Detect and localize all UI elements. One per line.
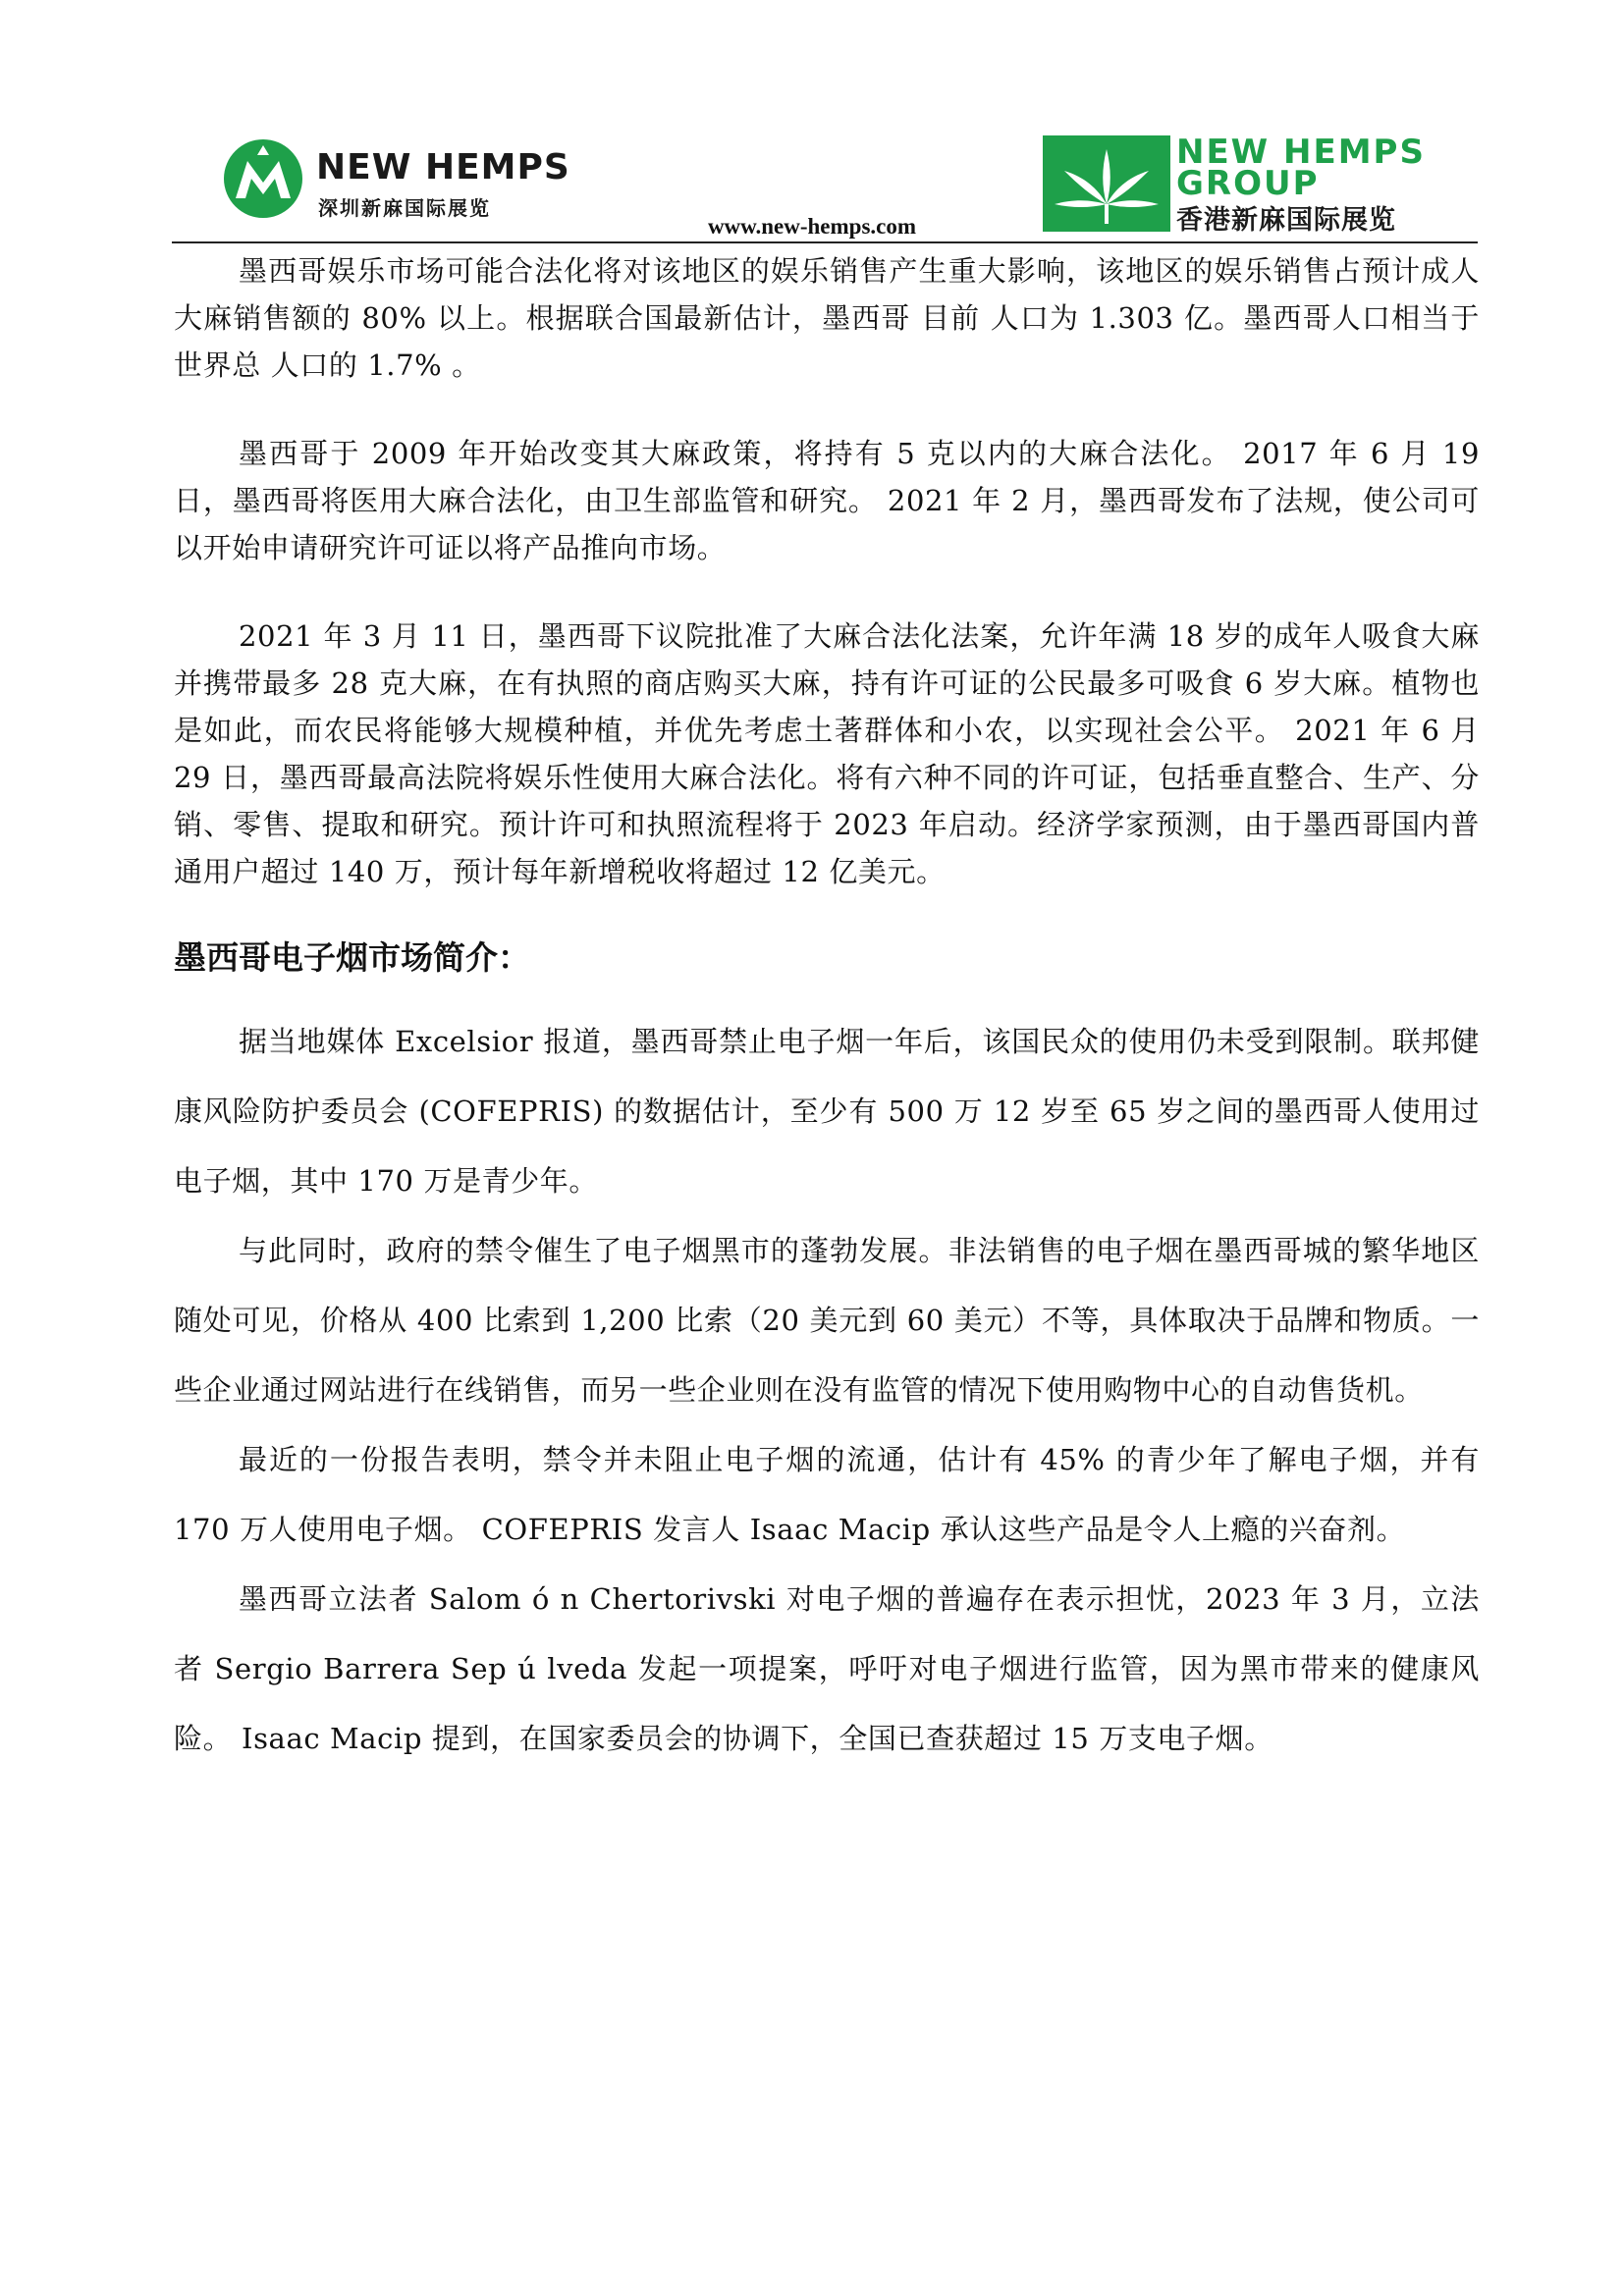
hemp-m-logo-icon bbox=[218, 137, 308, 220]
paragraph-policy-history: 墨西哥于 2009 年开始改变其大麻政策，将持有 5 克以内的大麻合法化。 2017 年 6 月 19 日，墨西哥将医用大麻合法化，由卫生部监管和研究。 2021 年 2 月，墨西哥发布了法规，使公司可以开始申请研究许可证以将产品推向市场。 bbox=[174, 437, 1480, 564]
header-divider bbox=[172, 241, 1478, 243]
brand-subtitle-right: 香港新麻国际展览 bbox=[1176, 205, 1396, 236]
paragraph-black-market: 与此同时，政府的禁令催生了电子烟黑市的蓬勃发展。非法销售的电子烟在墨西哥城的繁华地区随处可见，价格从 400 比索到 1,200 比索（20 美元到 60 美元）不等，具体取决于品牌和物质。一些企业通过网站进行在线销售，而另一些企业则在没有监管的情况下使用购物中心的自动售货机。 bbox=[174, 1234, 1480, 1407]
paragraph-vape-usage: 据当地媒体 Excelsior 报道，墨西哥禁止电子烟一年后，该国民众的使用仍未受到限制。联邦健康风险防护委员会 (COFEPRIS) 的数据估计，至少有 500 万 12 岁至 65 岁之间的墨西哥人使用过电子烟，其中 170 万是青少年。 bbox=[174, 1025, 1480, 1198]
brand-name-left: NEW HEMPS bbox=[316, 147, 570, 187]
brand-subtitle-left: 深圳新麻国际展览 bbox=[318, 196, 491, 220]
paragraph-legislators: 墨西哥立法者 Salom ó n Chertorivski 对电子烟的普遍存在表示担忧，2023 年 3 月，立法者 Sergio Barrera Sep ú lveda 发起一项提案，呼吁对电子烟进行监管，因为黑市带来的健康风险。 Isaac Macip 提到，在国家委员会的协调下，全国已查获超过 15 万支电子烟。 bbox=[174, 1582, 1480, 1755]
section-title: 墨西哥电子烟市场简介： bbox=[174, 938, 530, 977]
brand-name-right-line1: NEW HEMPS bbox=[1176, 133, 1426, 172]
document-body bbox=[174, 247, 1480, 1774]
paragraph-legalization: 2021 年 3 月 11 日，墨西哥下议院批准了大麻合法化法案，允许年满 18 岁的成年人吸食大麻并携带最多 28 克大麻，在有执照的商店购买大麻，持有许可证的公民最多可吸食 6 岁大麻。植物也是如此，而农民将能够大规模种植，并优先考虑土著群体和小农，以实现社会公平。 2021 年 6 月 29 日，墨西哥最高法院将娱乐性使用大麻合法化。将有六种不同的许可证，包括垂直整合、生产、分销、零售、提取和研究。预计许可和执照流程将于 2023 年启动。经济学家预测，由于墨西哥国内普通用户超过 140 万，预计每年新增税收将超过 12 亿美元。 bbox=[174, 619, 1480, 888]
paragraph-report: 最近的一份报告表明，禁令并未阻止电子烟的流通，估计有 45% 的青少年了解电子烟，并有 170 万人使用电子烟。 COFEPRIS 发言人 Isaac Macip 承认这些产品是令人上瘾的兴奋剂。 bbox=[174, 1443, 1480, 1546]
new-hemps-logo bbox=[218, 130, 571, 228]
website-url: www.new-hemps.com bbox=[707, 214, 917, 239]
brand-name-right-line2: GROUP bbox=[1176, 164, 1320, 203]
paragraph-market-impact: 墨西哥娱乐市场可能合法化将对该地区的娱乐销售产生重大影响，该地区的娱乐销售占预计成人大麻销售额的 80% 以上。根据联合国最新估计，墨西哥 目前 人口为 1.303 亿。墨西哥人口相当于世界总 人口的 1.7% 。 bbox=[174, 254, 1480, 382]
